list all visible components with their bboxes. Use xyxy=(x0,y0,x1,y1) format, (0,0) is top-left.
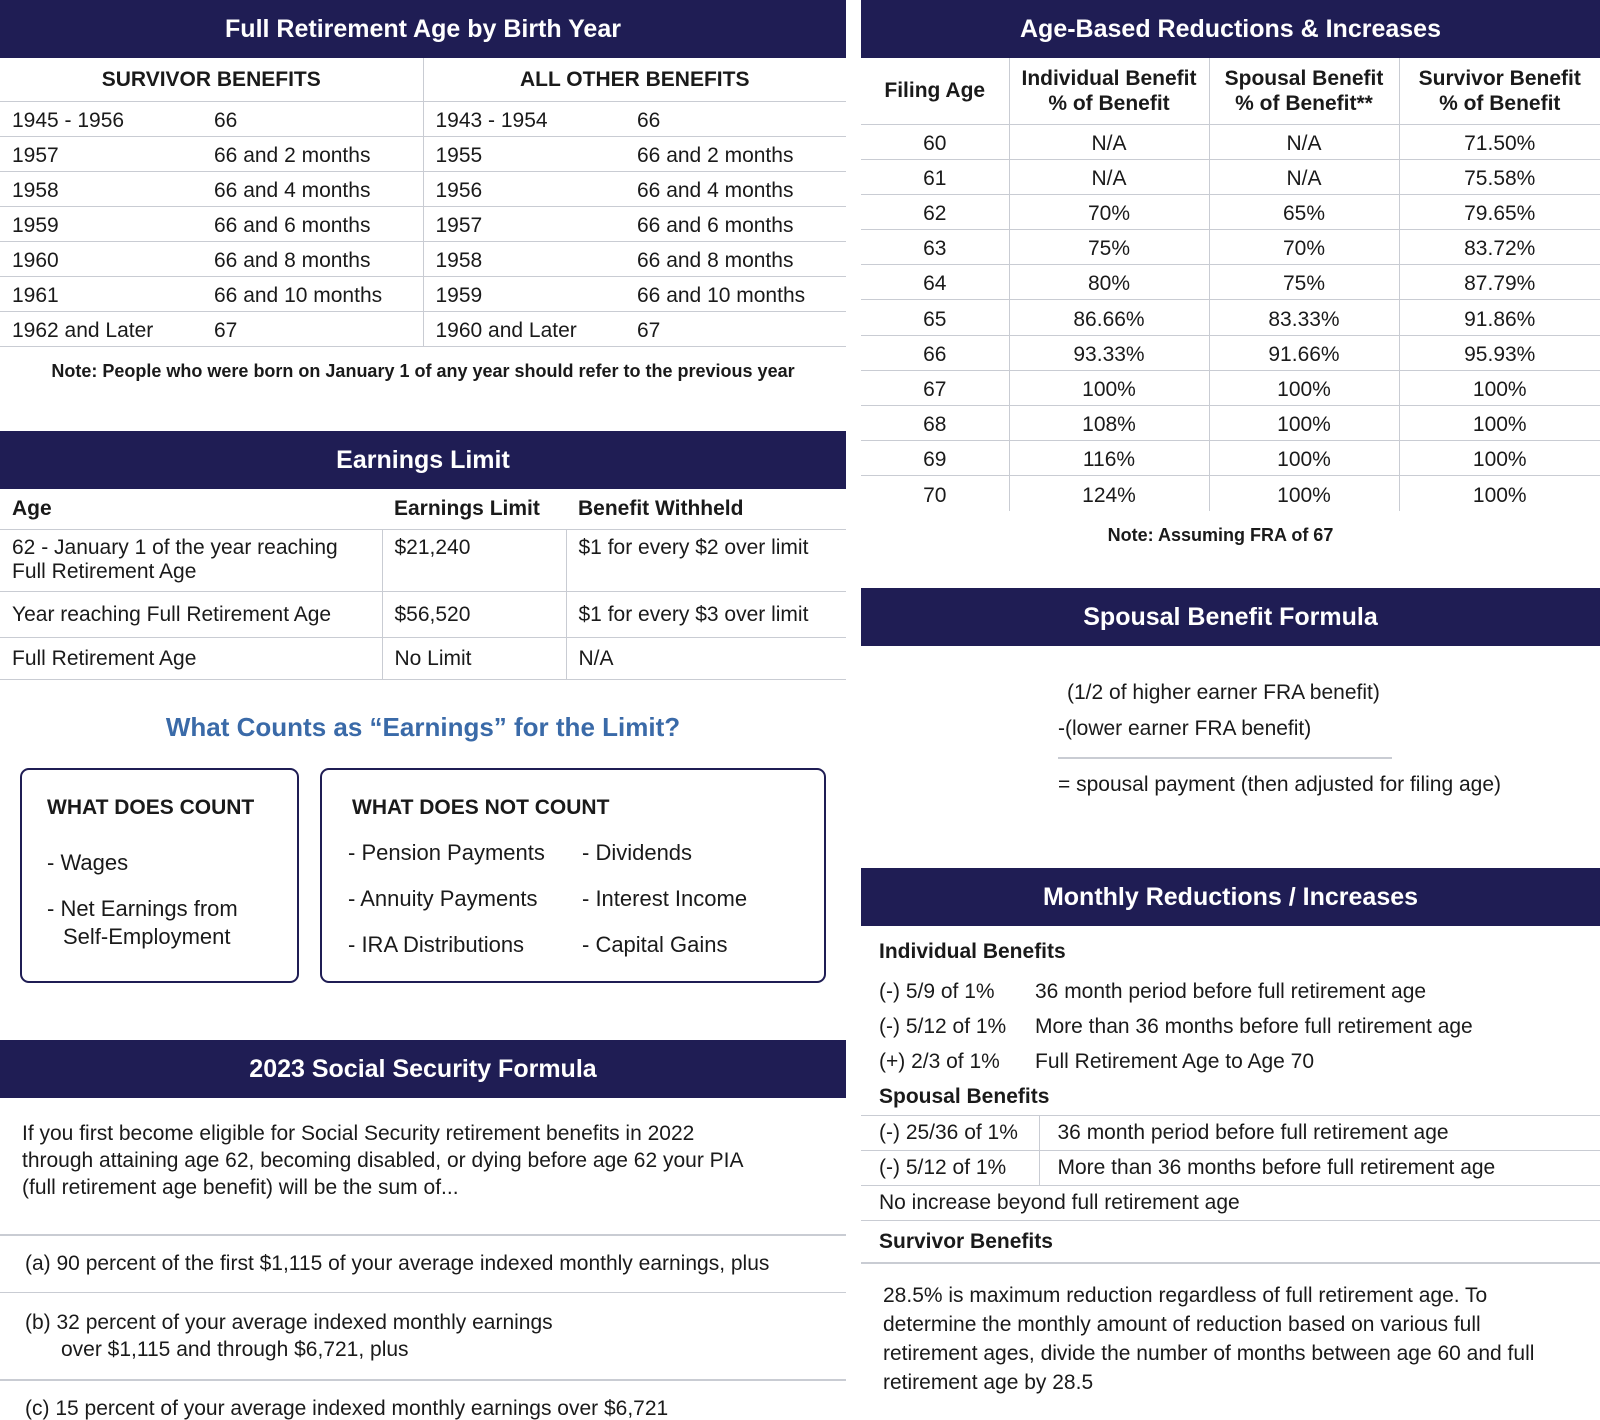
does-not-count-item: - Pension Payments xyxy=(348,840,545,865)
age-based-row xyxy=(861,265,1600,300)
earnings-limit: $56,520 xyxy=(382,591,566,637)
age-based-header-line: Survivor Benefit xyxy=(1418,66,1581,90)
earnings-row xyxy=(0,591,846,637)
fra-birth-year: 1955 xyxy=(423,137,625,172)
fra-birth-year: 1958 xyxy=(0,172,202,207)
filing-age: 60 xyxy=(861,124,1009,159)
earnings-row xyxy=(0,529,846,591)
age-based-header-line: % of Benefit xyxy=(1439,91,1561,115)
fra-col-other: ALL OTHER BENEFITS xyxy=(520,68,750,91)
benefit-withheld: N/A xyxy=(566,637,846,679)
does-not-count-title: WHAT DOES NOT COUNT xyxy=(352,796,610,819)
spousal-desc: 36 month period before full retirement age xyxy=(1039,1116,1600,1151)
does-not-count-box xyxy=(320,768,826,983)
individual-rate: (-) 5/9 of 1% xyxy=(879,980,995,1003)
ss-intro-line: If you first become eligible for Social Security retirement benefits in 2022 xyxy=(22,1122,695,1145)
survivor-pct: 95.93% xyxy=(1399,335,1600,370)
spousal-pct: 91.66% xyxy=(1209,335,1399,370)
filing-age: 70 xyxy=(861,476,1009,511)
age-based-header xyxy=(861,58,1009,124)
ss-part-c: (c) 15 percent of your average indexed monthly earnings over $6,721 xyxy=(25,1396,669,1420)
fra-birth-year: 1957 xyxy=(0,137,202,172)
fra-age: 66 xyxy=(202,102,423,137)
fra-row xyxy=(0,207,846,242)
fra-birth-year: 1960 xyxy=(0,242,202,277)
does-count-title: WHAT DOES COUNT xyxy=(47,796,255,819)
does-not-count-item: - Dividends xyxy=(582,840,693,865)
fra-age: 66 and 2 months xyxy=(625,137,846,172)
individual-rate: (-) 5/12 of 1% xyxy=(879,1015,1007,1038)
earnings-header: Benefit Withheld xyxy=(566,489,846,529)
does-not-count-item: - Annuity Payments xyxy=(348,886,538,911)
age-based-row xyxy=(861,406,1600,441)
spousal-pct: 100% xyxy=(1209,441,1399,476)
spousal-divider xyxy=(1058,757,1392,759)
age-based-header-line: Spousal Benefit xyxy=(1224,66,1384,90)
ss-part-b xyxy=(0,1293,846,1379)
earnings-limit: No Limit xyxy=(382,637,566,679)
fra-header xyxy=(0,58,846,101)
fra-birth-year: 1958 xyxy=(423,242,625,277)
spousal-note: No increase beyond full retirement age xyxy=(861,1186,1600,1221)
fra-title: Full Retirement Age by Birth Year xyxy=(0,0,846,58)
individual-pct: 75% xyxy=(1009,230,1209,265)
fra-age: 66 and 8 months xyxy=(625,242,846,277)
fra-row xyxy=(0,242,846,277)
individual-desc: 36 month period before full retirement age xyxy=(1035,980,1427,1003)
age-based-row xyxy=(861,300,1600,335)
does-count-item: - Wages xyxy=(47,850,129,875)
does-not-count-item: - Capital Gains xyxy=(582,932,728,957)
spousal-desc: More than 36 months before full retirement age xyxy=(1039,1151,1600,1186)
earnings-question: What Counts as “Earnings” for the Limit? xyxy=(165,712,681,742)
monthly-title: Monthly Reductions / Increases xyxy=(861,868,1600,926)
ss-intro xyxy=(0,1098,846,1234)
does-not-count-item: - Interest Income xyxy=(582,886,748,911)
spousal-rate: (-) 25/36 of 1% xyxy=(861,1116,1039,1151)
filing-age: 63 xyxy=(861,230,1009,265)
age-based-row xyxy=(861,194,1600,229)
ss-part-b-line: (b) 32 percent of your average indexed monthly earnings xyxy=(25,1311,553,1334)
spousal-pct: 70% xyxy=(1209,230,1399,265)
age-based-header-line: Individual Benefit xyxy=(1021,66,1197,90)
fra-birth-year: 1956 xyxy=(423,172,625,207)
filing-age: 64 xyxy=(861,265,1009,300)
fra-row xyxy=(0,277,846,312)
ss-part-b-line: over $1,115 and through $6,721, plus xyxy=(61,1338,409,1361)
spousal-note-row xyxy=(861,1186,1600,1221)
fra-age: 66 and 2 months xyxy=(202,137,423,172)
survivor-pct: 87.79% xyxy=(1399,265,1600,300)
monthly-section xyxy=(861,868,1600,1420)
filing-age: 66 xyxy=(861,335,1009,370)
earnings-title: Earnings Limit xyxy=(0,431,846,489)
spousal-title: Spousal Benefit Formula xyxy=(861,588,1600,646)
filing-age: 62 xyxy=(861,194,1009,229)
individual-pct: 100% xyxy=(1009,370,1209,405)
age-based-header xyxy=(1399,58,1600,124)
survivor-text-line: determine the monthly amount of reduction based on various full xyxy=(883,1313,1481,1336)
survivor-pct: 79.65% xyxy=(1399,194,1600,229)
ss-formula-section xyxy=(0,1040,846,1420)
fra-note: Note: People who were born on January 1 of any year should refer to the previous year xyxy=(51,361,795,381)
individual-pct: 93.33% xyxy=(1009,335,1209,370)
survivor-text-line: retirement age by 28.5 xyxy=(883,1371,1094,1394)
earnings-age: 62 - January 1 of the year reaching Full Retirement Age xyxy=(0,529,382,591)
spousal-pct: 100% xyxy=(1209,370,1399,405)
does-not-count-item: - IRA Distributions xyxy=(348,932,525,957)
fra-age: 66 xyxy=(625,102,846,137)
fra-age: 66 and 10 months xyxy=(202,277,423,312)
fra-age: 66 and 8 months xyxy=(202,242,423,277)
spousal-row xyxy=(861,1116,1600,1151)
individual-desc: Full Retirement Age to Age 70 xyxy=(1035,1050,1314,1073)
survivor-text xyxy=(883,1281,1534,1397)
survivor-pct: 100% xyxy=(1472,483,1527,507)
filing-age: 61 xyxy=(861,159,1009,194)
earnings-header: Age xyxy=(0,489,382,529)
survivor-pct: 71.50% xyxy=(1399,124,1600,159)
age-based-header xyxy=(1209,58,1399,124)
fra-birth-year: 1961 xyxy=(0,277,202,312)
age-based-row xyxy=(861,335,1600,370)
age-based-header xyxy=(1009,58,1209,124)
age-based-title: Age-Based Reductions & Increases xyxy=(861,0,1600,58)
individual-pct: 124% xyxy=(1009,476,1209,511)
does-count-item: Self-Employment xyxy=(63,924,231,949)
individual-pct: 80% xyxy=(1009,265,1209,300)
filing-age: 65 xyxy=(861,300,1009,335)
earnings-limit: $21,240 xyxy=(382,529,566,591)
spousal-benefits-heading: Spousal Benefits xyxy=(879,1085,1050,1108)
age-based-row xyxy=(861,159,1600,194)
spousal-pct: 83.33% xyxy=(1209,300,1399,335)
age-based-row xyxy=(861,230,1600,265)
fra-age: 66 and 4 months xyxy=(625,172,846,207)
spousal-line-3: = spousal payment (then adjusted for filing age) xyxy=(1058,773,1502,796)
earnings-header: Earnings Limit xyxy=(382,489,566,529)
fra-birth-year: 1960 and Later xyxy=(423,312,625,347)
spousal-rate: (-) 5/12 of 1% xyxy=(861,1151,1039,1186)
fra-birth-year: 1959 xyxy=(0,207,202,242)
survivor-pct: 91.86% xyxy=(1399,300,1600,335)
survivor-pct: 100% xyxy=(1399,370,1600,405)
earnings-table xyxy=(0,489,846,680)
individual-pct: 70% xyxy=(1009,194,1209,229)
fra-table xyxy=(0,101,846,347)
does-count-item: - Net Earnings from xyxy=(47,896,238,921)
divider xyxy=(861,1262,1600,1264)
earnings-section xyxy=(0,431,846,680)
fra-age: 66 and 4 months xyxy=(202,172,423,207)
earnings-age: Year reaching Full Retirement Age xyxy=(0,591,382,637)
fra-birth-year: 1959 xyxy=(423,277,625,312)
fra-row xyxy=(0,312,846,347)
age-based-section xyxy=(861,0,1600,546)
individual-pct: N/A xyxy=(1009,124,1209,159)
benefit-withheld: $1 for every $3 over limit xyxy=(566,591,846,637)
fra-birth-year: 1945 - 1956 xyxy=(0,102,202,137)
spousal-line-2: -(lower earner FRA benefit) xyxy=(1058,717,1312,740)
individual-benefits-heading: Individual Benefits xyxy=(879,940,1066,963)
spousal-pct: N/A xyxy=(1209,159,1399,194)
fra-birth-year: 1962 and Later xyxy=(0,312,202,347)
fra-row xyxy=(0,102,846,137)
earnings-row xyxy=(0,637,846,679)
survivor-pct: 83.72% xyxy=(1399,230,1600,265)
fra-birth-year: 1957 xyxy=(423,207,625,242)
ss-intro-line: through attaining age 62, becoming disabled, or dying before age 62 your PIA xyxy=(22,1149,744,1172)
fra-age: 67 xyxy=(625,312,846,347)
spousal-formula-section xyxy=(861,588,1600,796)
spousal-benefits-table xyxy=(861,1115,1600,1221)
age-based-row xyxy=(861,476,1600,511)
individual-desc: More than 36 months before full retirement age xyxy=(1035,1015,1473,1038)
age-based-header-line: Filing Age xyxy=(884,79,986,103)
survivor-text-line: 28.5% is maximum reduction regardless of full retirement age. To xyxy=(883,1284,1488,1307)
spousal-row xyxy=(861,1151,1600,1186)
individual-pct: 116% xyxy=(1009,441,1209,476)
fra-col-survivor: SURVIVOR BENEFITS xyxy=(0,58,424,101)
filing-age: 68 xyxy=(861,406,1009,441)
fra-row xyxy=(0,172,846,207)
benefit-withheld: $1 for every $2 over limit xyxy=(566,529,846,591)
does-count-box xyxy=(20,768,299,983)
individual-pct: 86.66% xyxy=(1009,300,1209,335)
fra-age: 67 xyxy=(202,312,423,347)
fra-row xyxy=(0,137,846,172)
fra-age: 66 and 6 months xyxy=(625,207,846,242)
survivor-benefits-heading: Survivor Benefits xyxy=(879,1230,1053,1253)
age-based-row xyxy=(861,441,1600,476)
fra-birth-year: 1943 - 1954 xyxy=(423,102,625,137)
ss-intro-line: (full retirement age benefit) will be the sum of... xyxy=(22,1176,459,1199)
fra-age: 66 and 10 months xyxy=(625,277,846,312)
age-based-row xyxy=(861,370,1600,405)
individual-rate: (+) 2/3 of 1% xyxy=(879,1050,1000,1073)
age-based-note: Note: Assuming FRA of 67 xyxy=(1107,525,1334,546)
individual-pct: N/A xyxy=(1009,159,1209,194)
survivor-pct: 75.58% xyxy=(1399,159,1600,194)
age-based-header-line: % of Benefit** xyxy=(1235,91,1373,115)
age-based-row xyxy=(861,124,1600,159)
survivor-text-line: retirement ages, divide the number of months between age 60 and full xyxy=(883,1342,1535,1365)
spousal-pct: 65% xyxy=(1209,194,1399,229)
spousal-pct: 75% xyxy=(1209,265,1399,300)
age-based-header-line: % of Benefit xyxy=(1048,91,1170,115)
ss-part-a: (a) 90 percent of the first $1,115 of your average indexed monthly earnings, plus xyxy=(25,1251,770,1275)
survivor-pct: 100% xyxy=(1399,406,1600,441)
spousal-pct: 100% xyxy=(1209,406,1399,441)
fra-section xyxy=(0,0,846,382)
spousal-pct: N/A xyxy=(1209,124,1399,159)
earnings-age: Full Retirement Age xyxy=(0,637,382,679)
individual-pct: 108% xyxy=(1009,406,1209,441)
filing-age: 69 xyxy=(861,441,1009,476)
spousal-line-1: (1/2 of higher earner FRA benefit) xyxy=(1067,681,1380,704)
spousal-pct: 100% xyxy=(1209,476,1399,511)
fra-age: 66 and 6 months xyxy=(202,207,423,242)
age-based-table xyxy=(861,58,1600,511)
filing-age: 67 xyxy=(861,370,1009,405)
survivor-pct: 100% xyxy=(1399,441,1600,476)
ss-title: 2023 Social Security Formula xyxy=(0,1040,846,1098)
